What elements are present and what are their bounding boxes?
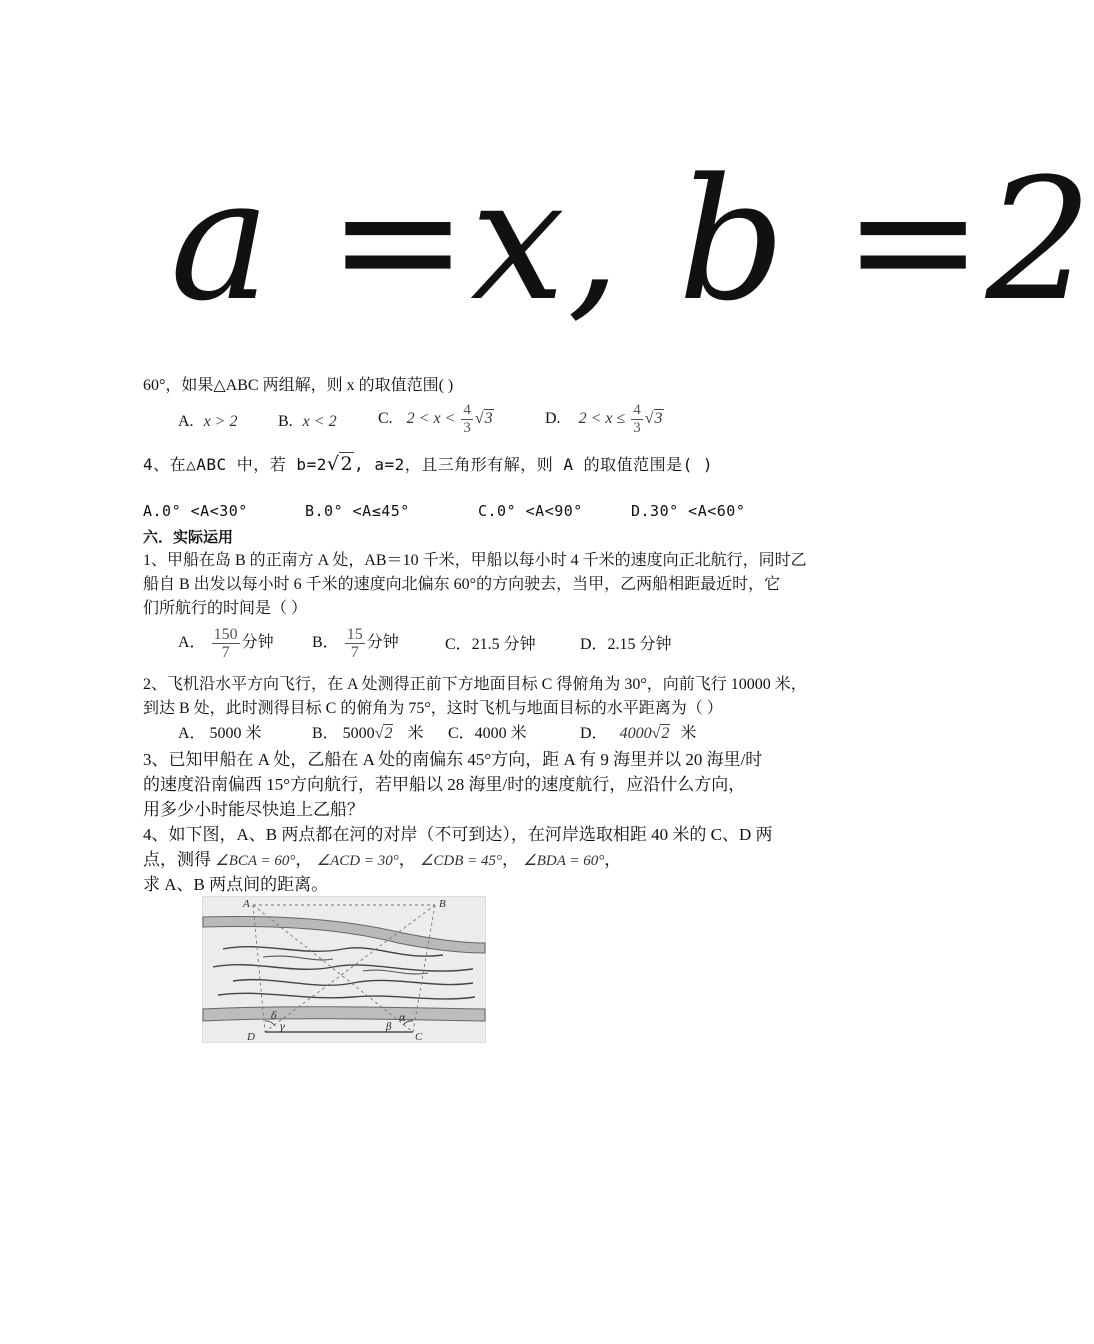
p4-line-1: 4、如下图，A、B 两点都在河的对岸（不可到达），在河岸选取相距 40 米的 C、D 两 — [143, 825, 773, 844]
q4-option-a: A.0° <A<30° — [143, 502, 248, 520]
q3-option-b — [278, 410, 337, 434]
river-diagram — [203, 897, 485, 1042]
q3-option-c-fraction: $\frac{4}{3}$ — [463, 402, 471, 436]
angle-cdb: ∠CDB = 45° — [419, 853, 503, 869]
p2-line-2: 到达 B 处，此时测得目标 C 的俯角为 75°，这时飞机与地面目标的水平距离为（ ） — [143, 700, 723, 717]
p1-line-1: 1、甲船在岛 B 的正南方 A 处，AB＝10 千米，甲船以每小时 4 千米的速度向正北航行，同时乙 — [143, 552, 807, 569]
p4-line-3: 求 A、B 两点间的距离。 — [143, 875, 329, 894]
angle-bda: ∠BDA = 60° — [523, 853, 605, 869]
q3-option-b-label: B. — [278, 413, 293, 430]
label-a: A — [243, 898, 250, 910]
p3-line-3: 用多少小时能尽快追上乙船？ — [143, 800, 364, 819]
p2-option-d: D． 4000√2 米 — [580, 725, 697, 742]
label-b: B — [439, 898, 446, 910]
q3-option-c-radicand: 3 — [484, 410, 493, 428]
angle-bca: ∠BCA = 60° — [215, 853, 296, 869]
p2-option-a: A． 5000 米 — [178, 725, 262, 742]
q3-option-d-math: 2 < x ≤ — [578, 410, 626, 428]
q3-option-c: C. 2 < x < $\frac{4}{3}$ √3 — [378, 402, 493, 436]
p1-option-b: B． $\frac{15}{7}$ 分钟 — [312, 626, 399, 661]
label-beta: β — [386, 1022, 392, 1033]
section-title: 六．实际运用 — [143, 528, 234, 546]
label-c: C — [415, 1031, 423, 1043]
p2-option-d-radicand: 2 — [661, 725, 670, 742]
p3-line-1: 3、已知甲船在 A 处，乙船在 A 处的南偏东 45°方向，距 A 有 9 海里并以 20 海里/时 — [143, 750, 763, 769]
river-figure — [202, 896, 486, 1043]
p4-line-2: 点，测得 ∠BCA = 60°， ∠ACD = 30°， ∠CDB = 45°， ∠BDA = 60°， — [143, 850, 622, 869]
p2-option-b-radicand: 2 — [384, 725, 393, 742]
q3-stem: 60°，如果△ABC 两组解，则 x 的取值范围( ) — [143, 377, 454, 394]
label-d: D — [247, 1031, 255, 1043]
q4-option-b: B.0° <A≤45° — [305, 502, 410, 520]
p2-option-c: C．4000 米 — [448, 725, 527, 742]
q3-option-d: D. 2 < x ≤ $\frac{4}{3}$ √3 — [545, 402, 663, 436]
p2-line-1: 2、飞机沿水平方向飞行，在 A 处测得正前下方地面目标 C 得俯角为 30°，向前飞行 10000 米， — [143, 676, 807, 693]
q3-options — [178, 410, 237, 434]
q3-option-c-label: C. — [378, 410, 393, 428]
q4-option-d: D.30° <A<60° — [631, 502, 746, 520]
p2-option-b: B． 5000√2 米 — [312, 725, 424, 742]
label-gamma: γ — [279, 1022, 285, 1033]
p1-line-3: 们所航行的时间是（ ） — [143, 600, 308, 617]
p1-option-d: D．2.15 分钟 — [580, 636, 672, 653]
p1-option-a: A． $\frac{150}{7}$ 分钟 — [178, 626, 274, 661]
p1-line-2: 船自 B 出发以每小时 6 千米的速度向北偏东 60°的方向驶去，当甲，乙两船相距最近时，它 — [143, 576, 781, 593]
q3-option-a-math: x > 2 — [203, 413, 238, 430]
p3-line-2: 的速度沿南偏西 15°方向航行，若甲船以 28 海里/时的速度航行，应沿什么方向， — [143, 775, 746, 794]
p1-option-a-fraction: $\frac{150}{7}$ — [213, 626, 238, 661]
q4-radicand: 2 — [340, 453, 354, 475]
q4-option-c: C.0° <A<90° — [478, 502, 583, 520]
large-formula: a =x, b =2 — [170, 142, 1094, 338]
q3-option-d-radicand: 3 — [654, 410, 663, 428]
q4-stem: 4、在△ABC 中，若 b=2√2, a=2，且三角形有解，则 A 的取值范围是( ) — [143, 453, 714, 475]
label-alpha: α — [399, 1013, 406, 1024]
label-delta: δ — [271, 1011, 278, 1022]
q3-option-d-fraction: $\frac{4}{3}$ — [633, 402, 641, 436]
p1-option-c: C．21.5 分钟 — [445, 636, 536, 653]
q3-option-a-label: A. — [178, 413, 194, 430]
q3-option-d-label: D. — [545, 410, 561, 428]
angle-acd: ∠ACD = 30° — [316, 853, 399, 869]
q3-option-c-math: 2 < x < — [406, 410, 456, 428]
q3-option-b-math: x < 2 — [302, 413, 337, 430]
p1-option-b-fraction: $\frac{15}{7}$ — [346, 626, 363, 661]
